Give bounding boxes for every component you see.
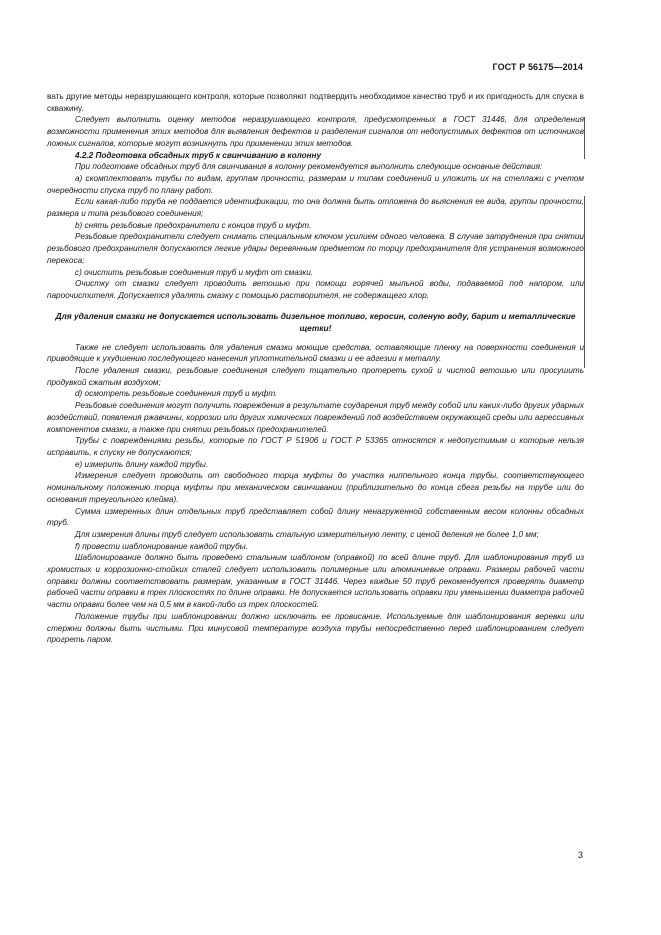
paragraph: Трубы с повреждениями резьбы, которые по ГОСТ Р 51906 и ГОСТ Р 53365 относятся к недопустимым и которые нельзя исправить, к спуску не допускаются; xyxy=(47,436,584,457)
standard-designation: ГОСТ Р 56175—2014 xyxy=(492,62,583,72)
list-item: с) очистить резьбовые соединения труб и муфт от смазки. xyxy=(75,267,314,277)
list-item: e) измерить длину каждой трубы. xyxy=(75,459,209,469)
list-item: а) скомплектовать трубы по видам, группам прочности, размерам и типам соединений и уложить их на стеллажи с учетом очередности спуска труб по плану работ. xyxy=(47,173,584,195)
list-item: b) снять резьбовые предохранители с концов труб и муфт. xyxy=(75,220,312,230)
paragraph: Сумма измеренных длин отдельных труб представляет собой длину ненагруженной собственным весом колонны обсадных труб. xyxy=(47,506,584,528)
paragraph: Резьбовые соединения могут получить повреждения в результате соударения труб между собой или каких-либо других ударных воздействий, появления ржавчины, коррозии или других химических повреждений под воздействием окружающей среды или агрессивных компонентов смазки, а также при снятии резьбовых предохранителей. xyxy=(47,401,584,434)
warning-notice: Для удаления смазки не допускается использовать дизельное топливо, керосин, соленую воду, барит и металлические щетки! xyxy=(55,310,576,333)
paragraph: Также не следует использовать для удаления смазки моющие средства, оставляющие пленку на поверхности соединения и приводящие к ухудшению последующего нанесения уплотнительной смазки и ее адгезии к металлу. xyxy=(47,342,584,364)
list-item: f) провести шаблонирование каждой трубы. xyxy=(75,541,248,551)
document-body xyxy=(47,91,584,646)
change-bar xyxy=(584,196,585,368)
section-heading: 4.2.2 Подготовка обсадных труб к свинчиванию в колонну xyxy=(75,150,322,160)
paragraph: При подготовке обсадных труб для свинчивания в колонну рекомендуется выполнить следующие основные действия: xyxy=(75,162,543,172)
paragraph: Положение трубы при шаблонировании должно исключать ее провисание. Используемые для шаблонирования веревки или стержни должны быть чистыми. При минусовой температуре воздуха трубы непосредственно перед шаблонированием следует прогреть паром. xyxy=(47,611,584,645)
paragraph: Резьбовые предохранители следует снимать специальным ключом усилием одного человека. В случае затруднения при снятии резьбового предохранителя допускаются легкие удары деревянным предметом по торцу предохранителя для устранения возможного перекоса; xyxy=(47,232,584,265)
paragraph: После удаления смазки, резьбовые соединения следует тщательно протереть сухой и чистой ветошью или просушить продувкой сжатым воздухом; xyxy=(47,366,584,387)
paragraph: Для измерения длины труб следует использовать стальную измерительную ленту, с ценой деления не более 1,0 мм; xyxy=(75,529,539,539)
paragraph: Если какая-либо труба не поддается идентификации, то она должна быть отложена до выяснения ее вида, группы прочности, размера и типа резьбового соединения; xyxy=(47,197,584,219)
paragraph: Шаблонирование должно быть проведено стальным шаблоном (оправкой) по всей длине труб. Для шаблонирования труб из хромистых и коррозионно-стойких сталей следует использовать полимерные или алюминиевые оправки. Размеры рабочей части оправки должны соответствовать размерам, указанным в ГОСТ 31446. Через каждые 50 труб рекомендуется проверять диаметр рабочей части оправки в трех плоскостях по длине оправки. Не допускается использовать оправки при уменьшении диаметра рабочей части оправки более чем на 0,5 мм в какой-либо из трех плоскостей. xyxy=(47,553,584,610)
paragraph: вать другие методы неразрушающего контроля, которые позволяют подтвердить необходимое качество труб и их пригодность для спуска в скважину. xyxy=(47,92,584,113)
paragraph: Следует выполнить оценку методов неразрушающего контроля, предусмотренных в ГОСТ 31446, для определения возможности применения этих методов для выявления дефектов и разделения сигналов от недопустимых дефектов от источников ложных сигналов, которые могут возникнуть при применении этих методов. xyxy=(47,115,584,148)
paragraph: Очистку от смазки следует проводить ветошью при помощи горячей мыльной воды, подаваемой под напором, или пароочистителя. Допускается удалять смазку с помощью растворителя, не содержащего хлор. xyxy=(47,279,584,300)
paragraph: Измерения следует проводить от свободного торца муфты до участка ниппельного конца трубы, соответствующего номинальному положению торца муфты при механическом свинчивании (приблизительно до конца сбега резьбы на трубе или до основания треугольного клейма). xyxy=(47,471,584,504)
page-number: 3 xyxy=(577,850,583,860)
list-item: d) осмотреть резьбовые соединения труб и муфт. xyxy=(75,389,278,399)
change-bar xyxy=(584,117,585,159)
